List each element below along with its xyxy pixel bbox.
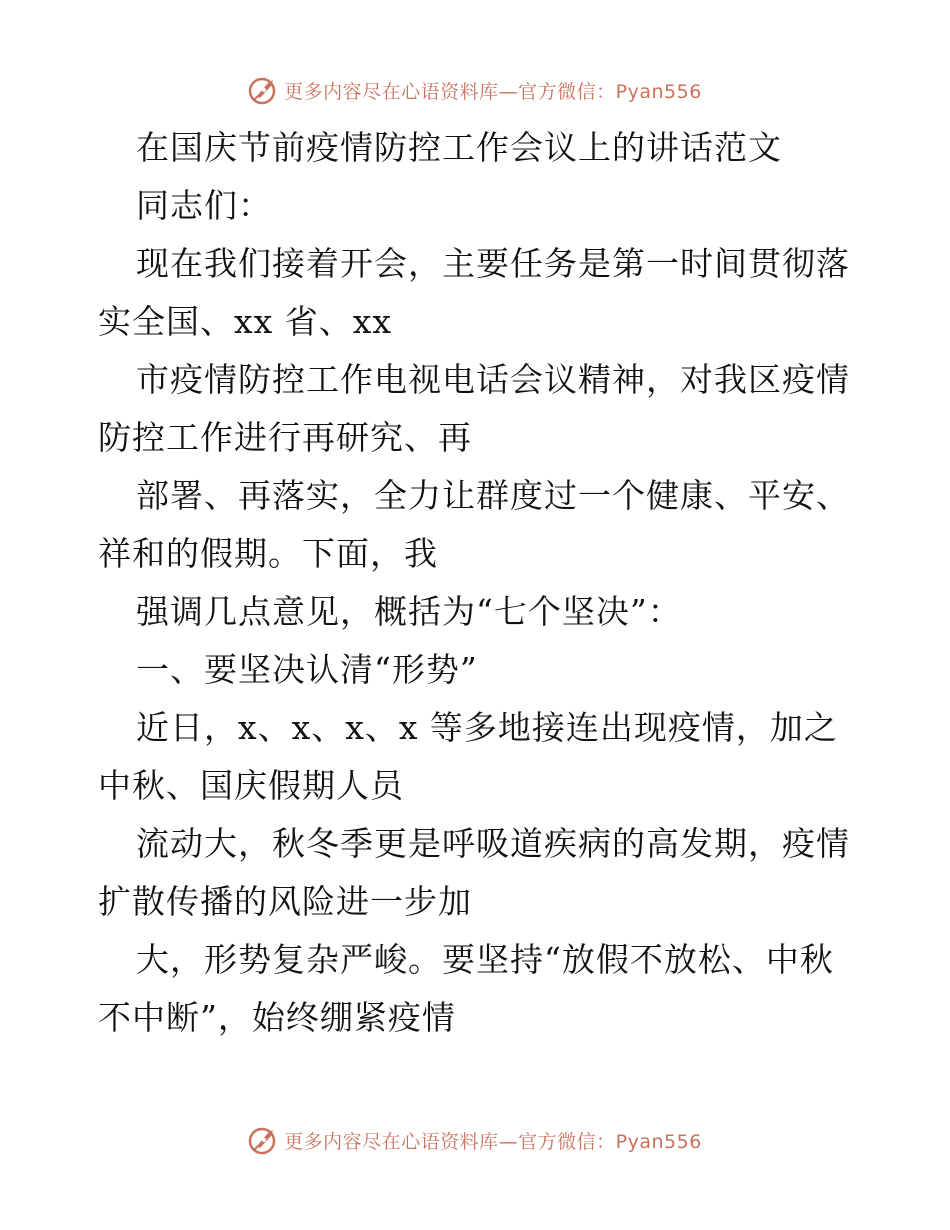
paragraph-line: 部署、再落实，全力让群度过一个健康、平安、 [136,476,850,515]
paragraph-line: 大，形势复杂严峻。要坚持“放假不放松、中秋 [136,940,834,979]
footer-watermark-banner [0,1120,950,1160]
document-title: 在国庆节前疫情防控工作会议上的讲话范文 [136,128,782,167]
paragraph-line: 扩散传播的风险进一步加 [98,882,472,921]
paragraph-line: 祥和的假期。下面，我 [98,534,438,573]
pen-nib-logo-icon [248,1124,280,1156]
paragraph-line: 实全国、xx 省、xx [98,302,392,341]
salutation: 同志们： [136,186,272,225]
paragraph-line: 流动大，秋冬季更是呼吸道疾病的高发期，疫情 [136,824,850,863]
header-watermark-text: 更多内容尽在心语资料库—官方微信：Pyan556 [284,80,702,103]
paragraph-line: 强调几点意见，概括为“七个坚决”： [136,592,682,631]
footer-watermark-text: 更多内容尽在心语资料库—官方微信：Pyan556 [284,1130,702,1153]
paragraph-line: 中秋、国庆假期人员 [98,766,404,805]
paragraph-line: 现在我们接着开会，主要任务是第一时间贯彻落 [136,244,850,283]
paragraph-line: 防控工作进行再研究、再 [98,418,472,457]
pen-nib-logo-icon [248,74,280,106]
paragraph-line: 市疫情防控工作电视电话会议精神，对我区疫情 [136,360,850,399]
header-watermark-banner [0,70,950,110]
paragraph-line: 不中断”，始终绷紧疫情 [98,998,456,1037]
section-heading: 一、要坚决认清“形势” [136,650,478,689]
paragraph-line: 近日，x、x、x、x 等多地接连出现疫情，加之 [136,708,838,747]
